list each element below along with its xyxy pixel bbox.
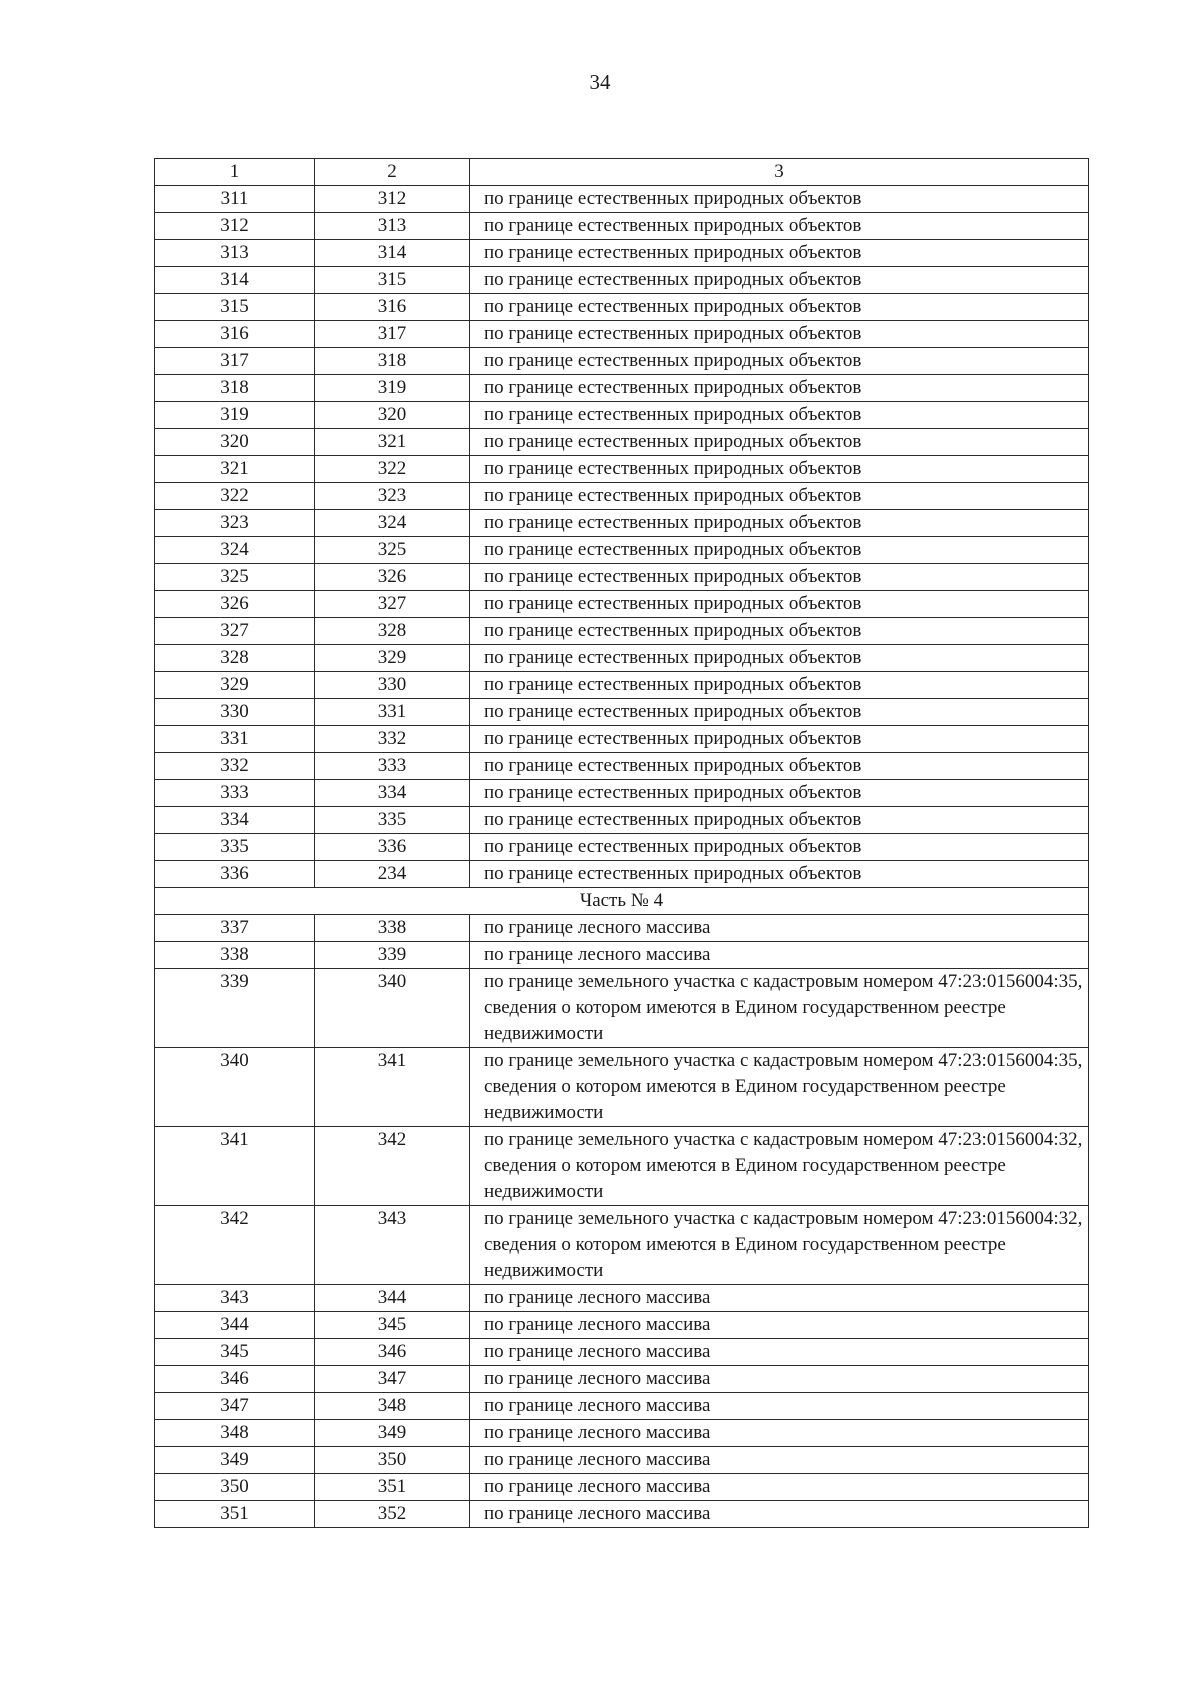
header-cell-3: 3: [470, 159, 1089, 186]
point-from-cell: 325: [155, 564, 315, 591]
point-from-cell: 344: [155, 1312, 315, 1339]
point-to-cell: 333: [315, 753, 470, 780]
boundary-description-cell: по границе лесного массива: [470, 1501, 1089, 1528]
table-row: [155, 240, 1089, 267]
point-from-cell: 322: [155, 483, 315, 510]
point-to-cell: 312: [315, 186, 470, 213]
point-to-cell: 338: [315, 915, 470, 942]
point-to-cell: 320: [315, 402, 470, 429]
boundary-description-cell: по границе естественных природных объектов: [470, 699, 1089, 726]
point-to-cell: 314: [315, 240, 470, 267]
point-from-cell: 342: [155, 1206, 315, 1285]
point-from-cell: 335: [155, 834, 315, 861]
point-to-cell: 234: [315, 861, 470, 888]
point-to-cell: 334: [315, 780, 470, 807]
table-row: [155, 1366, 1089, 1393]
point-from-cell: 334: [155, 807, 315, 834]
point-to-cell: 352: [315, 1501, 470, 1528]
point-from-cell: 314: [155, 267, 315, 294]
point-from-cell: 343: [155, 1285, 315, 1312]
boundary-description-cell: по границе естественных природных объектов: [470, 591, 1089, 618]
point-from-cell: 337: [155, 915, 315, 942]
point-from-cell: 317: [155, 348, 315, 375]
point-to-cell: 315: [315, 267, 470, 294]
boundary-description-cell: по границе естественных природных объектов: [470, 240, 1089, 267]
point-to-cell: 340: [315, 969, 470, 1048]
point-from-cell: 341: [155, 1127, 315, 1206]
point-to-cell: 330: [315, 672, 470, 699]
page-number: 34: [589, 70, 611, 94]
point-to-cell: 316: [315, 294, 470, 321]
boundary-description-cell: по границе естественных природных объектов: [470, 807, 1089, 834]
point-to-cell: 324: [315, 510, 470, 537]
table-row: [155, 537, 1089, 564]
point-from-cell: 315: [155, 294, 315, 321]
table-row: [155, 1339, 1089, 1366]
table-row: [155, 1501, 1089, 1528]
table-row: [155, 834, 1089, 861]
boundary-description-cell: по границе естественных природных объектов: [470, 456, 1089, 483]
table-row: [155, 807, 1089, 834]
point-to-cell: 347: [315, 1366, 470, 1393]
point-to-cell: 331: [315, 699, 470, 726]
boundary-description-cell: по границе естественных природных объектов: [470, 186, 1089, 213]
table-row: [155, 321, 1089, 348]
boundary-description-cell: по границе естественных природных объектов: [470, 834, 1089, 861]
boundary-description-cell: по границе лесного массива: [470, 1447, 1089, 1474]
table-row: [155, 186, 1089, 213]
point-from-cell: 347: [155, 1393, 315, 1420]
table-row: [155, 375, 1089, 402]
table-row: [155, 1393, 1089, 1420]
part-label: Часть № 4: [155, 888, 1089, 915]
point-from-cell: 333: [155, 780, 315, 807]
point-to-cell: 317: [315, 321, 470, 348]
table-row: [155, 915, 1089, 942]
part-row: [155, 888, 1089, 915]
point-to-cell: 328: [315, 618, 470, 645]
point-from-cell: 327: [155, 618, 315, 645]
table-row: [155, 618, 1089, 645]
point-from-cell: 348: [155, 1420, 315, 1447]
table-row: [155, 1285, 1089, 1312]
table-row: [155, 591, 1089, 618]
boundary-description-cell: по границе естественных природных объектов: [470, 267, 1089, 294]
table-row: [155, 267, 1089, 294]
boundary-description-cell: по границе естественных природных объектов: [470, 726, 1089, 753]
point-to-cell: 323: [315, 483, 470, 510]
boundary-description-cell: по границе земельного участка с кадастровым номером 47:23:0156004:32, сведения о котором имеются в Едином государственном реестре недвижимости: [470, 1127, 1089, 1206]
boundary-description-cell: по границе естественных природных объектов: [470, 348, 1089, 375]
boundary-description-cell: по границе лесного массива: [470, 1474, 1089, 1501]
point-to-cell: 350: [315, 1447, 470, 1474]
boundary-description-cell: по границе лесного массива: [470, 942, 1089, 969]
table-row: [155, 1127, 1089, 1206]
point-from-cell: 351: [155, 1501, 315, 1528]
table-row: [155, 1048, 1089, 1127]
point-from-cell: 318: [155, 375, 315, 402]
boundary-description-cell: по границе естественных природных объектов: [470, 294, 1089, 321]
point-to-cell: 341: [315, 1048, 470, 1127]
table-row: [155, 645, 1089, 672]
table-row: [155, 1447, 1089, 1474]
boundary-description-cell: по границе естественных природных объектов: [470, 537, 1089, 564]
point-from-cell: 332: [155, 753, 315, 780]
point-to-cell: 344: [315, 1285, 470, 1312]
table-row: [155, 402, 1089, 429]
point-from-cell: 339: [155, 969, 315, 1048]
point-from-cell: 346: [155, 1366, 315, 1393]
table-row: [155, 483, 1089, 510]
table-row: [155, 1474, 1089, 1501]
boundary-description-cell: по границе лесного массива: [470, 915, 1089, 942]
point-from-cell: 350: [155, 1474, 315, 1501]
point-from-cell: 349: [155, 1447, 315, 1474]
table-row: [155, 753, 1089, 780]
point-from-cell: 324: [155, 537, 315, 564]
table-row: [155, 672, 1089, 699]
boundary-description-cell: по границе лесного массива: [470, 1393, 1089, 1420]
point-from-cell: 331: [155, 726, 315, 753]
table-row: [155, 780, 1089, 807]
boundary-description-cell: по границе естественных природных объектов: [470, 510, 1089, 537]
point-to-cell: 319: [315, 375, 470, 402]
point-to-cell: 313: [315, 213, 470, 240]
table-row: [155, 1312, 1089, 1339]
boundary-description-cell: по границе естественных природных объектов: [470, 483, 1089, 510]
header-cell-1: 1: [155, 159, 315, 186]
point-to-cell: 349: [315, 1420, 470, 1447]
boundary-description-cell: по границе естественных природных объектов: [470, 429, 1089, 456]
point-to-cell: 326: [315, 564, 470, 591]
point-from-cell: 321: [155, 456, 315, 483]
header-cell-2: 2: [315, 159, 470, 186]
point-to-cell: 339: [315, 942, 470, 969]
table-row: [155, 213, 1089, 240]
table-row: [155, 348, 1089, 375]
boundary-description-cell: по границе естественных природных объектов: [470, 780, 1089, 807]
point-to-cell: 318: [315, 348, 470, 375]
point-to-cell: 343: [315, 1206, 470, 1285]
point-from-cell: 311: [155, 186, 315, 213]
point-to-cell: 346: [315, 1339, 470, 1366]
table-row: [155, 564, 1089, 591]
boundary-table: [154, 158, 1089, 1528]
point-to-cell: 335: [315, 807, 470, 834]
boundary-description-cell: по границе естественных природных объектов: [470, 402, 1089, 429]
point-from-cell: 316: [155, 321, 315, 348]
table-row: [155, 429, 1089, 456]
point-from-cell: 336: [155, 861, 315, 888]
boundary-description-cell: по границе естественных природных объектов: [470, 213, 1089, 240]
boundary-description-cell: по границе естественных природных объектов: [470, 564, 1089, 591]
boundary-description-cell: по границе лесного массива: [470, 1366, 1089, 1393]
point-to-cell: 332: [315, 726, 470, 753]
boundary-description-cell: по границе земельного участка с кадастровым номером 47:23:0156004:35, сведения о котором имеются в Едином государственном реестре недвижимости: [470, 1048, 1089, 1127]
boundary-description-cell: по границе лесного массива: [470, 1312, 1089, 1339]
table-row: [155, 1420, 1089, 1447]
point-from-cell: 312: [155, 213, 315, 240]
boundary-description-cell: по границе лесного массива: [470, 1420, 1089, 1447]
point-to-cell: 351: [315, 1474, 470, 1501]
boundary-description-cell: по границе естественных природных объектов: [470, 618, 1089, 645]
point-from-cell: 320: [155, 429, 315, 456]
boundary-description-cell: по границе естественных природных объектов: [470, 753, 1089, 780]
point-from-cell: 345: [155, 1339, 315, 1366]
point-from-cell: 330: [155, 699, 315, 726]
boundary-description-cell: по границе естественных природных объектов: [470, 645, 1089, 672]
point-to-cell: 345: [315, 1312, 470, 1339]
table-row: [155, 1206, 1089, 1285]
table-row: [155, 294, 1089, 321]
table-row: [155, 942, 1089, 969]
table-row: [155, 456, 1089, 483]
point-to-cell: 325: [315, 537, 470, 564]
boundary-description-cell: по границе земельного участка с кадастровым номером 47:23:0156004:35, сведения о котором имеются в Едином государственном реестре недвижимости: [470, 969, 1089, 1048]
table-row: [155, 861, 1089, 888]
point-from-cell: 313: [155, 240, 315, 267]
table-row: [155, 699, 1089, 726]
point-to-cell: 329: [315, 645, 470, 672]
point-to-cell: 322: [315, 456, 470, 483]
table-row: [155, 969, 1089, 1048]
point-from-cell: 319: [155, 402, 315, 429]
table-row: [155, 726, 1089, 753]
point-to-cell: 342: [315, 1127, 470, 1206]
boundary-description-cell: по границе естественных природных объектов: [470, 861, 1089, 888]
table-header-row: [155, 159, 1089, 186]
boundary-description-cell: по границе естественных природных объектов: [470, 375, 1089, 402]
boundary-description-cell: по границе лесного массива: [470, 1285, 1089, 1312]
boundary-description-cell: по границе лесного массива: [470, 1339, 1089, 1366]
boundary-description-cell: по границе естественных природных объектов: [470, 672, 1089, 699]
table-row: [155, 510, 1089, 537]
point-to-cell: 327: [315, 591, 470, 618]
point-from-cell: 338: [155, 942, 315, 969]
boundary-description-cell: по границе естественных природных объектов: [470, 321, 1089, 348]
point-to-cell: 321: [315, 429, 470, 456]
point-from-cell: 340: [155, 1048, 315, 1127]
point-from-cell: 328: [155, 645, 315, 672]
point-to-cell: 336: [315, 834, 470, 861]
point-to-cell: 348: [315, 1393, 470, 1420]
boundary-description-cell: по границе земельного участка с кадастровым номером 47:23:0156004:32, сведения о котором имеются в Едином государственном реестре недвижимости: [470, 1206, 1089, 1285]
point-from-cell: 326: [155, 591, 315, 618]
point-from-cell: 329: [155, 672, 315, 699]
point-from-cell: 323: [155, 510, 315, 537]
